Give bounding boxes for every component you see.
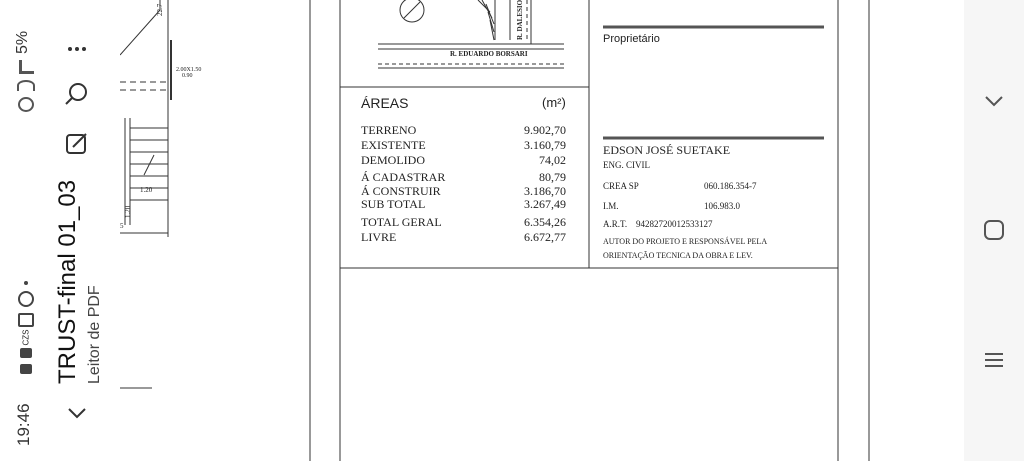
areas-row: Á CADASTRAR 80,79 xyxy=(361,170,566,184)
more-vertical-icon xyxy=(65,37,89,61)
crea-value: 060.186.354-7 xyxy=(704,181,757,191)
areas-row: TERRENO 9.902,70 xyxy=(361,123,566,137)
areas-row: Á CONSTRUIR 3.186,70 xyxy=(361,184,566,198)
areas-row: TOTAL GERAL 6.354,26 xyxy=(361,215,566,229)
nav-home-button[interactable] xyxy=(979,215,1009,245)
crea-label: CREA SP xyxy=(603,181,639,191)
stair-dim-2: 1.20 xyxy=(124,205,132,218)
owner-label: Proprietário xyxy=(603,33,660,45)
areas-row: LIVRE 6.672,77 xyxy=(361,230,566,244)
chat-icon xyxy=(20,364,32,374)
window-dim-label: 2.00X1.50 xyxy=(176,67,202,73)
more-options-button[interactable] xyxy=(62,34,92,64)
app-bar xyxy=(0,0,120,461)
im-value: 106.983.0 xyxy=(704,201,740,211)
author-line-2: ORIENTAÇÃO TECNICA DA OBRA E LEV. xyxy=(603,251,753,260)
lock-icon xyxy=(18,313,34,327)
street-label-2: R. DALESIO xyxy=(516,0,524,40)
im-label: I.M. xyxy=(603,201,619,211)
dot-icon xyxy=(24,281,28,285)
home-icon xyxy=(983,219,1005,241)
signal-icon xyxy=(19,60,34,74)
pdf-page[interactable] xyxy=(120,0,964,461)
art-label: A.R.T. xyxy=(603,219,628,229)
areas-list xyxy=(361,123,566,245)
street-label-1: R. EDUARDO BORSARI xyxy=(450,50,528,58)
author-line-1: AUTOR DO PROJETO E RESPONSÁVEL PELA xyxy=(603,237,768,246)
status-icons xyxy=(14,262,38,392)
edit-button[interactable] xyxy=(62,128,92,158)
areas-title: ÁREAS xyxy=(361,95,409,111)
edit-icon xyxy=(64,130,90,156)
engineer-name: EDSON JOSÉ SUETAKE xyxy=(603,143,731,157)
back-button[interactable] xyxy=(62,398,92,428)
recents-icon xyxy=(983,349,1005,371)
navigation-bar xyxy=(964,0,1024,461)
wifi-icon xyxy=(17,80,35,91)
search-icon xyxy=(64,80,90,106)
window-dim-sub: 0.90 xyxy=(182,73,193,79)
search-button[interactable] xyxy=(62,78,92,108)
small-dim: 5 xyxy=(120,222,124,230)
alarm-icon xyxy=(18,97,34,112)
message-icon xyxy=(20,348,32,358)
status-time: 19:46 xyxy=(14,403,33,446)
areas-unit: (m²) xyxy=(542,95,566,110)
dim-label: 22.7 xyxy=(156,3,164,16)
document-subtitle: Leitor de PDF xyxy=(86,285,103,384)
chevron-down-icon xyxy=(983,90,1005,112)
north-arrow-icon xyxy=(400,0,424,22)
nav-recents-button[interactable] xyxy=(979,345,1009,375)
areas-row: SUB TOTAL 3.267,49 xyxy=(361,197,566,211)
nav-back-button[interactable] xyxy=(979,86,1009,116)
art-value: 94282720012533127 xyxy=(636,219,713,229)
areas-row: EXISTENTE 3.160,79 xyxy=(361,138,566,152)
engineer-title: ENG. CIVIL xyxy=(603,160,650,170)
battery-level: 5% xyxy=(14,30,31,54)
signal-icons xyxy=(16,60,36,112)
document-title: TRUST-final 01_03 xyxy=(54,179,81,384)
areas-row: DEMOLIDO 74,02 xyxy=(361,153,566,167)
carrier-label: CZS xyxy=(21,329,31,345)
chevron-down-icon xyxy=(65,401,89,425)
vpn-icon xyxy=(18,291,34,307)
stair-dim-1: 1.20 xyxy=(140,186,153,194)
